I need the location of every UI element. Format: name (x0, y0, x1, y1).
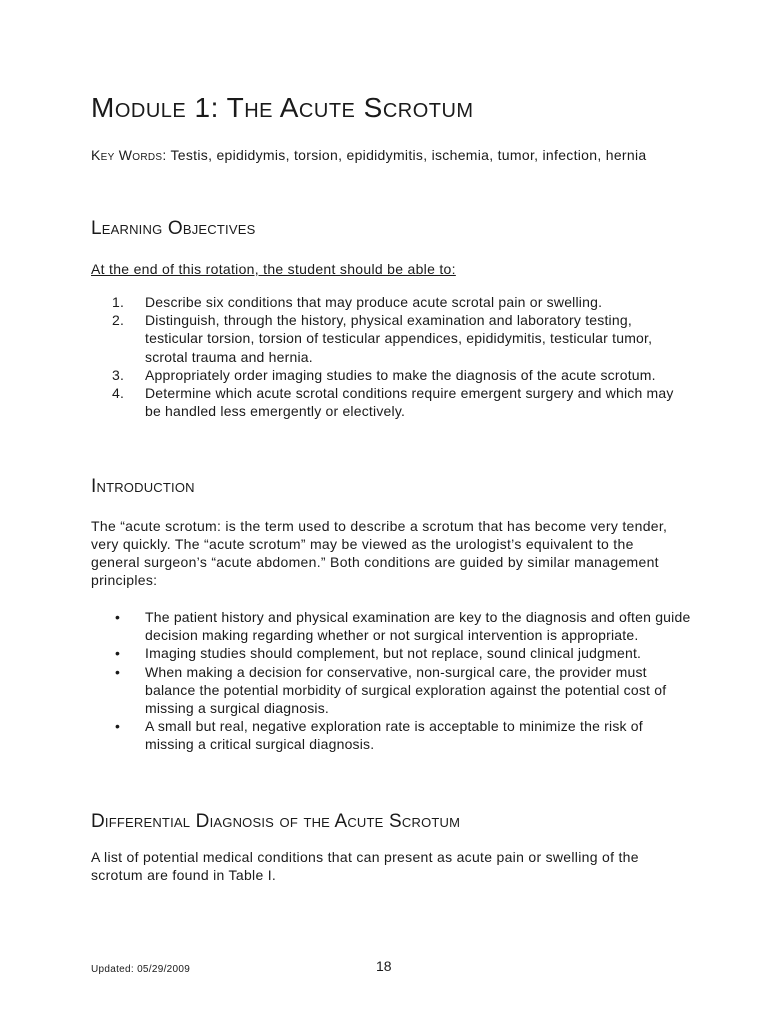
bullet-icon: • (115, 645, 121, 662)
objectives-list (91, 293, 691, 420)
introduction-paragraph: The “acute scrotum: is the term used to describe a scrotum that has become very tender, very quickly. The “acute scrotum” may be viewed as the urologist’s equivalent to the general surgeon’s “acute abdomen.” Both conditions are guided by similar management principles: (91, 518, 668, 588)
differential-paragraph: A list of potential medical conditions that can present as acute pain or swelling of the scrotum are found in Table I. (91, 849, 639, 883)
page-title: Module 1: The Acute Scrotum (91, 92, 474, 123)
introduction-heading: Introduction (91, 476, 195, 497)
objective-text: Appropriately order imaging studies to make the diagnosis of the acute scrotum. (145, 366, 656, 383)
objective-number: 2. (112, 312, 125, 329)
learning-objectives-heading: Learning Objectives (91, 218, 256, 239)
differential-diagnosis-heading: Differential Diagnosis of the Acute Scrotum (91, 811, 461, 832)
footer-updated-date: Updated: 05/29/2009 (91, 964, 191, 975)
objective-text: Describe six conditions that may produce acute scrotal pain or swelling. (145, 294, 603, 310)
bullet-icon: • (115, 609, 121, 625)
objective-text: Determine which acute scrotal conditions require emergent surgery and which may be handled less emergently or electively. (145, 385, 674, 420)
objectives-lead: At the end of this rotation, the student should be able to: (91, 261, 456, 277)
objective-text: Distinguish, through the history, physical examination and laboratory testing, testicular torsion, torsion of testicular appendices, epididymitis, testicular tumor, scrotal trauma and hernia. (145, 312, 653, 365)
key-words-label: Key Words: (91, 147, 167, 163)
page-number: 18 (376, 958, 392, 974)
objective-item (91, 293, 691, 311)
objective-item (91, 384, 691, 420)
principle-text: When making a decision for conservative, non-surgical care, the provider must balance the potential morbidity of surgical exploration against the potential cost of missing a surgical diagnosis. (145, 663, 667, 717)
principle-item (91, 608, 691, 644)
objective-number: 1. (112, 294, 125, 310)
principles-list (91, 608, 691, 754)
principle-item (91, 717, 691, 753)
principle-text: A small but real, negative exploration rate is acceptable to minimize the risk of missing a critical surgical diagnosis. (145, 718, 643, 753)
bullet-icon: • (115, 718, 121, 735)
principle-text: Imaging studies should complement, but not replace, sound clinical judgment. (145, 645, 642, 662)
key-words-text: Testis, epididymis, torsion, epididymitis, ischemia, tumor, infection, hernia (170, 147, 647, 163)
principle-text: The patient history and physical examination are key to the diagnosis and often guide decision making regarding whether or not surgical intervention is appropriate. (145, 609, 691, 644)
objective-item (91, 366, 691, 384)
bullet-icon: • (115, 663, 121, 680)
key-words (91, 146, 671, 164)
principle-item (91, 644, 691, 662)
objective-number: 3. (112, 366, 125, 383)
principle-item (91, 663, 691, 718)
objective-item (91, 311, 691, 366)
objective-number: 4. (112, 385, 125, 402)
